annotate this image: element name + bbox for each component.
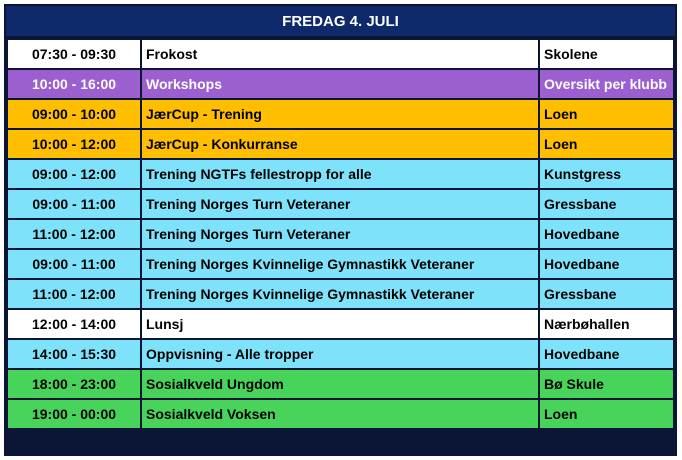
schedule-row <box>7 39 674 69</box>
place-cell: Bø Skule <box>539 369 674 399</box>
schedule-grid <box>6 38 675 430</box>
schedule-row <box>7 159 674 189</box>
event-cell: Lunsj <box>141 309 539 339</box>
time-cell: 11:00 - 12:00 <box>7 279 141 309</box>
schedule-row <box>7 99 674 129</box>
time-cell: 14:00 - 15:30 <box>7 339 141 369</box>
time-cell: 10:00 - 12:00 <box>7 129 141 159</box>
event-cell: Sosialkveld Voksen <box>141 399 539 429</box>
schedule-row <box>7 69 674 99</box>
time-cell: 09:00 - 12:00 <box>7 159 141 189</box>
schedule-rows <box>7 39 674 429</box>
event-cell: Frokost <box>141 39 539 69</box>
event-cell: Trening Norges Kvinnelige Gymnastikk Veteraner <box>141 249 539 279</box>
schedule-table <box>4 4 677 456</box>
place-cell: Hovedbane <box>539 249 674 279</box>
schedule-row <box>7 339 674 369</box>
time-cell: 18:00 - 23:00 <box>7 369 141 399</box>
event-cell: Trening Norges Turn Veteraner <box>141 219 539 249</box>
place-cell: Skolene <box>539 39 674 69</box>
schedule-row <box>7 399 674 429</box>
place-cell: Loen <box>539 99 674 129</box>
place-cell: Hovedbane <box>539 339 674 369</box>
time-cell: 12:00 - 14:00 <box>7 309 141 339</box>
schedule-row <box>7 309 674 339</box>
place-cell: Nærbøhallen <box>539 309 674 339</box>
time-cell: 11:00 - 12:00 <box>7 219 141 249</box>
schedule-row <box>7 129 674 159</box>
time-cell: 10:00 - 16:00 <box>7 69 141 99</box>
schedule-row <box>7 219 674 249</box>
place-cell: Loen <box>539 129 674 159</box>
event-cell: Sosialkveld Ungdom <box>141 369 539 399</box>
place-cell: Gressbane <box>539 279 674 309</box>
schedule-row <box>7 369 674 399</box>
event-cell: JærCup - Trening <box>141 99 539 129</box>
time-cell: 07:30 - 09:30 <box>7 39 141 69</box>
event-cell: JærCup - Konkurranse <box>141 129 539 159</box>
schedule-row <box>7 189 674 219</box>
schedule-row <box>7 279 674 309</box>
event-cell: Trening Norges Turn Veteraner <box>141 189 539 219</box>
place-cell: Oversikt per klubb <box>539 69 674 99</box>
place-cell: Loen <box>539 399 674 429</box>
place-cell: Kunstgress <box>539 159 674 189</box>
schedule-title: FREDAG 4. JULI <box>6 6 675 38</box>
schedule-row <box>7 249 674 279</box>
place-cell: Hovedbane <box>539 219 674 249</box>
event-cell: Trening NGTFs fellestropp for alle <box>141 159 539 189</box>
time-cell: 09:00 - 10:00 <box>7 99 141 129</box>
time-cell: 09:00 - 11:00 <box>7 189 141 219</box>
place-cell: Gressbane <box>539 189 674 219</box>
event-cell: Workshops <box>141 69 539 99</box>
time-cell: 19:00 - 00:00 <box>7 399 141 429</box>
event-cell: Oppvisning - Alle tropper <box>141 339 539 369</box>
event-cell: Trening Norges Kvinnelige Gymnastikk Veteraner <box>141 279 539 309</box>
time-cell: 09:00 - 11:00 <box>7 249 141 279</box>
